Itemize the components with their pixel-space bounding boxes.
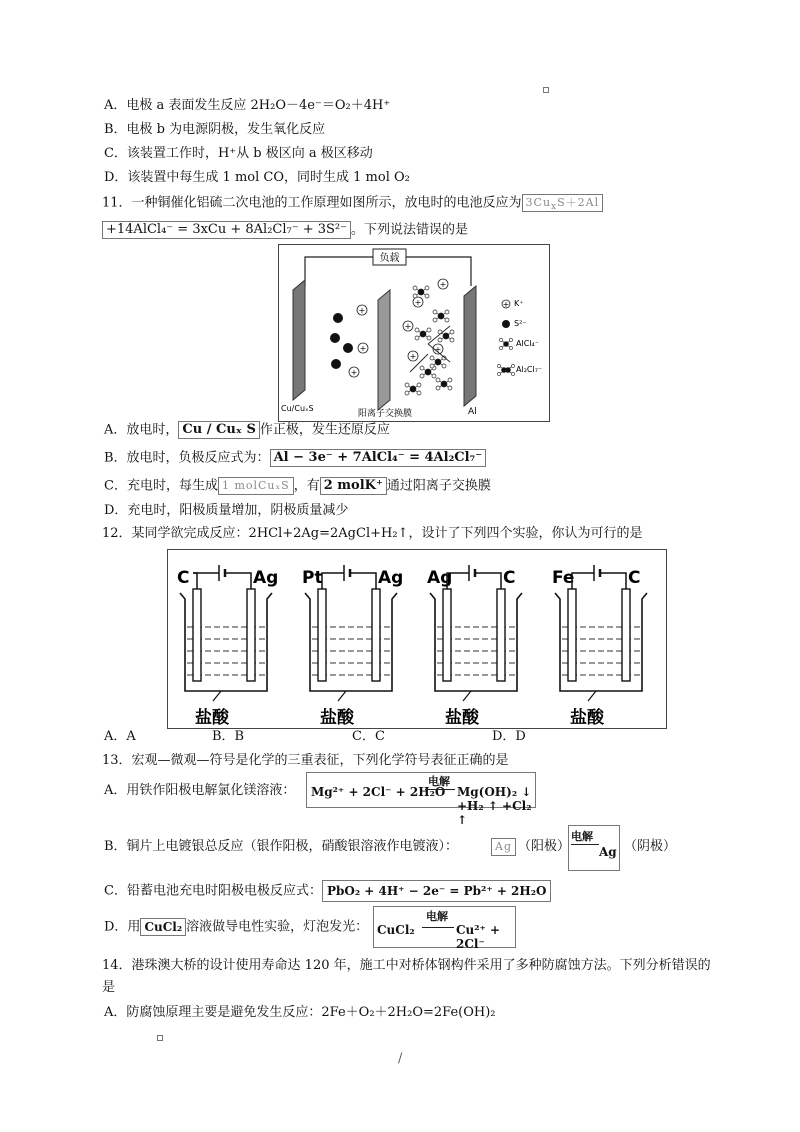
q11-c-formula-1: 1 molCuₓS <box>218 477 294 495</box>
q13-option-a <box>104 782 295 800</box>
cell-1-right-electrode <box>247 589 255 681</box>
q13-a-right: Mg(OH)₂ ↓ +H₂ ↑ +Cl₂ ↑ <box>457 785 532 827</box>
q11-c-post: 通过阳离子交换膜 <box>386 478 491 494</box>
page-mark: / <box>398 1051 403 1066</box>
right-electrode <box>464 286 476 406</box>
q13-a-equation <box>306 772 536 827</box>
cell-4-right-electrode <box>622 589 630 681</box>
cell-2-right-electrode-label: Ag <box>378 568 404 588</box>
q13-b-arrow <box>571 844 599 845</box>
q13-b-anode-label: （阳极） <box>518 839 571 854</box>
cell-2-left-electrode <box>318 589 326 681</box>
q13-a-pre: A．用铁作阳极电解氯化镁溶液： <box>104 783 296 798</box>
q11-option-a <box>104 421 390 440</box>
q13-option-b <box>104 838 458 856</box>
cation-exchange-membrane <box>378 290 390 410</box>
corner-mark-bottom <box>157 1035 163 1041</box>
cell-3-left-electrode <box>443 589 451 681</box>
q13-b-cathode-label: （阴极） <box>624 839 677 854</box>
svg-text:+: + <box>404 322 412 331</box>
legend-k: K⁺ <box>514 299 524 308</box>
q11-formula-box-1-a: 3Cu <box>525 196 552 209</box>
svg-text:+: + <box>439 280 447 289</box>
q12-option-a: A．A <box>104 729 136 744</box>
svg-text:+: + <box>358 306 366 315</box>
svg-text:+: + <box>350 368 358 377</box>
q13-b-equation <box>568 825 620 871</box>
cell-1-left-electrode <box>193 589 201 681</box>
legend-s: S²⁻ <box>514 319 527 328</box>
right-electrode-label: Al <box>468 407 477 417</box>
q13-b-pre: B．铜片上电镀银总反应（银作阳极，硝酸银溶液作电镀液）： <box>104 839 459 854</box>
cell-3-right-electrode <box>497 589 505 681</box>
q13-d-pre: D．用 <box>104 919 141 935</box>
q11-formula-box-2: +14AlCl₄⁻ = 3xCu + 8Al₂Cl₇⁻ + 3S²⁻ <box>102 221 351 239</box>
left-electrode-label: Cu/CuₓS <box>281 404 314 413</box>
q13-d-mid: 溶液做导电性实验，灯泡发光： <box>186 919 369 935</box>
load-label: 负载 <box>379 253 400 264</box>
q13-b-cathode: Ag <box>599 845 617 859</box>
q13-d-condition: 电解 <box>426 910 448 923</box>
q14-option-a: A．防腐蚀原理主要是避免发生反应：2Fe＋O₂＋2H₂O=2Fe(OH)₂ <box>104 1005 496 1020</box>
q13-a-arrow <box>425 789 455 790</box>
q11-formula-box-1 <box>522 194 604 212</box>
q10-option-c: C．该装置工作时，H⁺从 b 极区向 a 极区移动 <box>104 146 373 161</box>
cell-1-solution-label: 盐酸 <box>195 708 229 728</box>
q12-option-c: C．C <box>352 729 385 744</box>
q13-option-d <box>104 918 368 937</box>
cell-2-left-electrode-label: Pt <box>302 568 323 588</box>
cell-3-solution-label: 盐酸 <box>445 708 479 728</box>
cell-4-right-electrode-label: C <box>628 568 641 588</box>
legend-al2cl7: Al₂Cl₇⁻ <box>516 365 543 374</box>
cell-4-left-electrode-label: Fe <box>552 568 575 588</box>
q11-b-pre: B．放电时，负极反应式为： <box>104 450 270 466</box>
q10-option-d: D．该装置中每生成 1 mol CO，同时生成 1 mol O₂ <box>104 170 410 185</box>
q13-d-equation <box>373 906 516 951</box>
q12-option-b: B．B <box>212 729 245 744</box>
cell-1-left-electrode-label: C <box>177 568 190 588</box>
q10-option-a: A．电极 a 表面发生反应 2H₂O－4e⁻＝O₂＋4H⁺ <box>104 98 391 113</box>
q13-stem: 13．宏观—微观—符号是化学的三重表征，下列化学符号表征正确的是 <box>102 753 509 768</box>
q11-c-mid: ，有 <box>293 478 320 494</box>
q13-a-left: Mg²⁺ + 2Cl⁻ + 2H₂O <box>311 785 446 799</box>
q13-a-condition: 电解 <box>428 775 450 788</box>
q12-option-d: D．D <box>492 729 526 744</box>
q13-d-formula-1: CuCl₂ <box>140 918 186 936</box>
q11-stem-text-2: 。下列说法错误的是 <box>351 222 469 238</box>
q13-c-pre: C．铅蓄电池充电时阳极电极反应式： <box>104 883 322 899</box>
q13-c-formula: PbO₂ + 4H⁺ − 2e⁻ = Pb²⁺ + 2H₂O <box>322 880 552 902</box>
q11-option-b <box>104 449 486 468</box>
q14-stem-line2: 是 <box>102 980 116 995</box>
cell-3-right-electrode-label: C <box>503 568 516 588</box>
cell-3-left-electrode-label: Ag <box>427 568 453 588</box>
cell-4-solution-label: 盐酸 <box>570 708 604 728</box>
q11-a-post: 作正极，发生还原反应 <box>259 422 390 438</box>
legend-alcl4: AlCl₄⁻ <box>516 339 539 348</box>
q11-formula-box-1-b: S＋2Al <box>557 196 600 209</box>
q11-a-formula: Cu / Cuₓ S <box>178 421 260 439</box>
q11-option-d: D．充电时，阳极质量增加，阴极质量减少 <box>104 503 349 518</box>
battery-diagram <box>278 244 550 422</box>
cell-4-left-electrode <box>568 589 576 681</box>
q14-stem-line1: 14．港珠澳大桥的设计使用寿命达 120 年，施工中对桥体钢构件采用了多种防腐蚀方法。下列分析错误的 <box>102 958 711 973</box>
q12-stem: 12．某同学欲完成反应：2HCl+2Ag=2AgCl+H₂↑，设计了下列四个实验，你认为可行的是 <box>102 526 643 541</box>
membrane-label: 阳离子交换膜 <box>358 409 413 419</box>
q11-option-c <box>104 477 491 496</box>
q13-b-condition: 电解 <box>571 830 593 843</box>
q11-stem-line2 <box>102 221 468 240</box>
q11-c-formula-2: 2 molK⁺ <box>320 477 387 495</box>
q13-option-c <box>104 880 551 902</box>
left-electrode <box>293 280 305 400</box>
q13-d-left: CuCl₂ <box>377 923 415 937</box>
diagram-frame <box>279 245 550 422</box>
cell-2-right-electrode <box>372 589 380 681</box>
q11-a-pre: A．放电时， <box>104 422 179 438</box>
q10-option-b: B．电极 b 为电源阴极，发生氧化反应 <box>104 122 326 137</box>
cell-1-right-electrode-label: Ag <box>253 568 279 588</box>
svg-text:+: + <box>359 344 367 353</box>
svg-text:+: + <box>434 345 442 354</box>
q11-b-formula: Al − 3e⁻ + 7AlCl₄⁻ = 4Al₂Cl₇⁻ <box>270 449 487 467</box>
q13-d-right: Cu²⁺ + 2Cl⁻ <box>456 923 501 951</box>
q13-d-arrow <box>422 927 454 928</box>
q11-c-pre: C．充电时，每生成 <box>104 478 218 494</box>
q11-stem-line1 <box>102 194 603 213</box>
electrolysis-cells-figure <box>167 549 667 729</box>
svg-text:+: + <box>414 298 422 307</box>
q13-b-anode: Ag <box>491 838 516 856</box>
svg-text:+: + <box>409 352 417 361</box>
q11-formula-box-1-sub: x <box>551 202 558 213</box>
q11-stem-text: 11．一种铜催化铝硫二次电池的工作原理如图所示，放电时的电池反应为 <box>102 195 522 211</box>
corner-mark-top <box>543 87 549 93</box>
svg-text:+: + <box>502 300 510 309</box>
cell-2-solution-label: 盐酸 <box>320 708 354 728</box>
